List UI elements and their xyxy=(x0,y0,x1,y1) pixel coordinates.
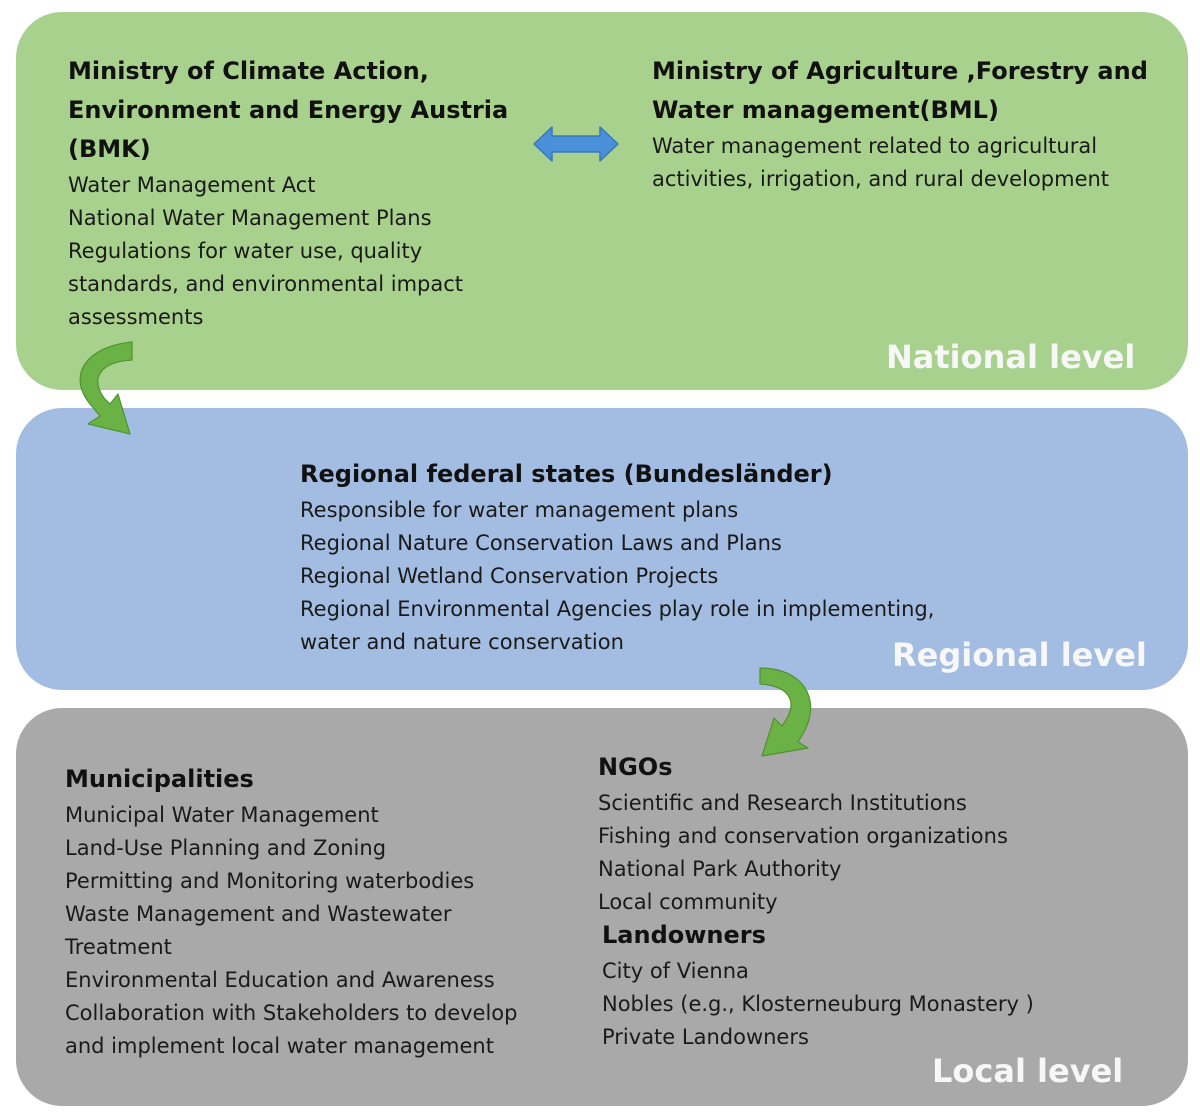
municipalities-item: Land-Use Planning and Zoning xyxy=(65,836,387,860)
regional-title: Regional federal states (Bundesländer) xyxy=(300,460,833,488)
municipalities-title: Municipalities xyxy=(65,765,254,793)
local-level-label: Local level xyxy=(932,1052,1124,1090)
landowners-item: City of Vienna xyxy=(602,959,749,983)
bmk-title xyxy=(68,52,508,169)
bmk-item: Water Management Act xyxy=(68,173,316,197)
municipalities-item: Municipal Water Management xyxy=(65,803,379,827)
bmk-item: assessments xyxy=(68,305,204,329)
municipalities-item: Environmental Education and Awareness xyxy=(65,968,495,992)
municipalities-item: Waste Management and Wastewater xyxy=(65,902,452,926)
regional-item: Regional Environmental Agencies play role in implementing, xyxy=(300,597,935,621)
municipalities-item: Permitting and Monitoring waterbodies xyxy=(65,869,475,893)
regional-item: Responsible for water management plans xyxy=(300,498,739,522)
bmk-block xyxy=(68,52,508,334)
bml-item: activities, irrigation, and rural development xyxy=(652,167,1110,191)
municipalities-block xyxy=(65,760,517,1063)
bml-title-line: Water management(BML) xyxy=(652,96,999,124)
landowners-item: Private Landowners xyxy=(602,1025,809,1049)
ngos-title: NGOs xyxy=(598,753,673,781)
ngos-block xyxy=(598,748,1008,919)
landowners-title: Landowners xyxy=(602,921,766,949)
regional-item: Regional Wetland Conservation Projects xyxy=(300,564,719,588)
bmk-title-line: Ministry of Climate Action, xyxy=(68,57,429,85)
ngos-item: Scientific and Research Institutions xyxy=(598,791,967,815)
municipalities-item: Collaboration with Stakeholders to develop xyxy=(65,1001,518,1025)
curved-down-arrow-icon xyxy=(60,338,144,442)
bml-block xyxy=(652,52,1148,196)
regional-block xyxy=(300,455,934,659)
bml-title-line: Ministry of Agriculture ,Forestry and xyxy=(652,57,1148,85)
bml-item: Water management related to agricultural xyxy=(652,134,1098,158)
municipalities-item: and implement local water management xyxy=(65,1034,494,1058)
bmk-title-line: Environment and Energy Austria xyxy=(68,96,509,124)
landowners-item: Nobles (e.g., Klosterneuburg Monastery ) xyxy=(602,992,1034,1016)
bmk-item: standards, and environmental impact xyxy=(68,272,464,296)
ngos-item: Fishing and conservation organizations xyxy=(598,824,1008,848)
regional-item: Regional Nature Conservation Laws and Plans xyxy=(300,531,782,555)
double-headed-arrow-icon xyxy=(532,124,620,164)
ngos-item: National Park Authority xyxy=(598,857,842,881)
regional-item: water and nature conservation xyxy=(300,630,624,654)
bmk-item: National Water Management Plans xyxy=(68,206,432,230)
municipalities-item: Treatment xyxy=(65,935,172,959)
bmk-item: Regulations for water use, quality xyxy=(68,239,423,263)
bmk-title-line: (BMK) xyxy=(68,135,151,163)
bml-title xyxy=(652,52,1148,130)
landowners-block xyxy=(602,916,1034,1054)
regional-level-label: Regional level xyxy=(892,636,1147,674)
ngos-item: Local community xyxy=(598,890,778,914)
national-level-label: National level xyxy=(886,338,1136,376)
